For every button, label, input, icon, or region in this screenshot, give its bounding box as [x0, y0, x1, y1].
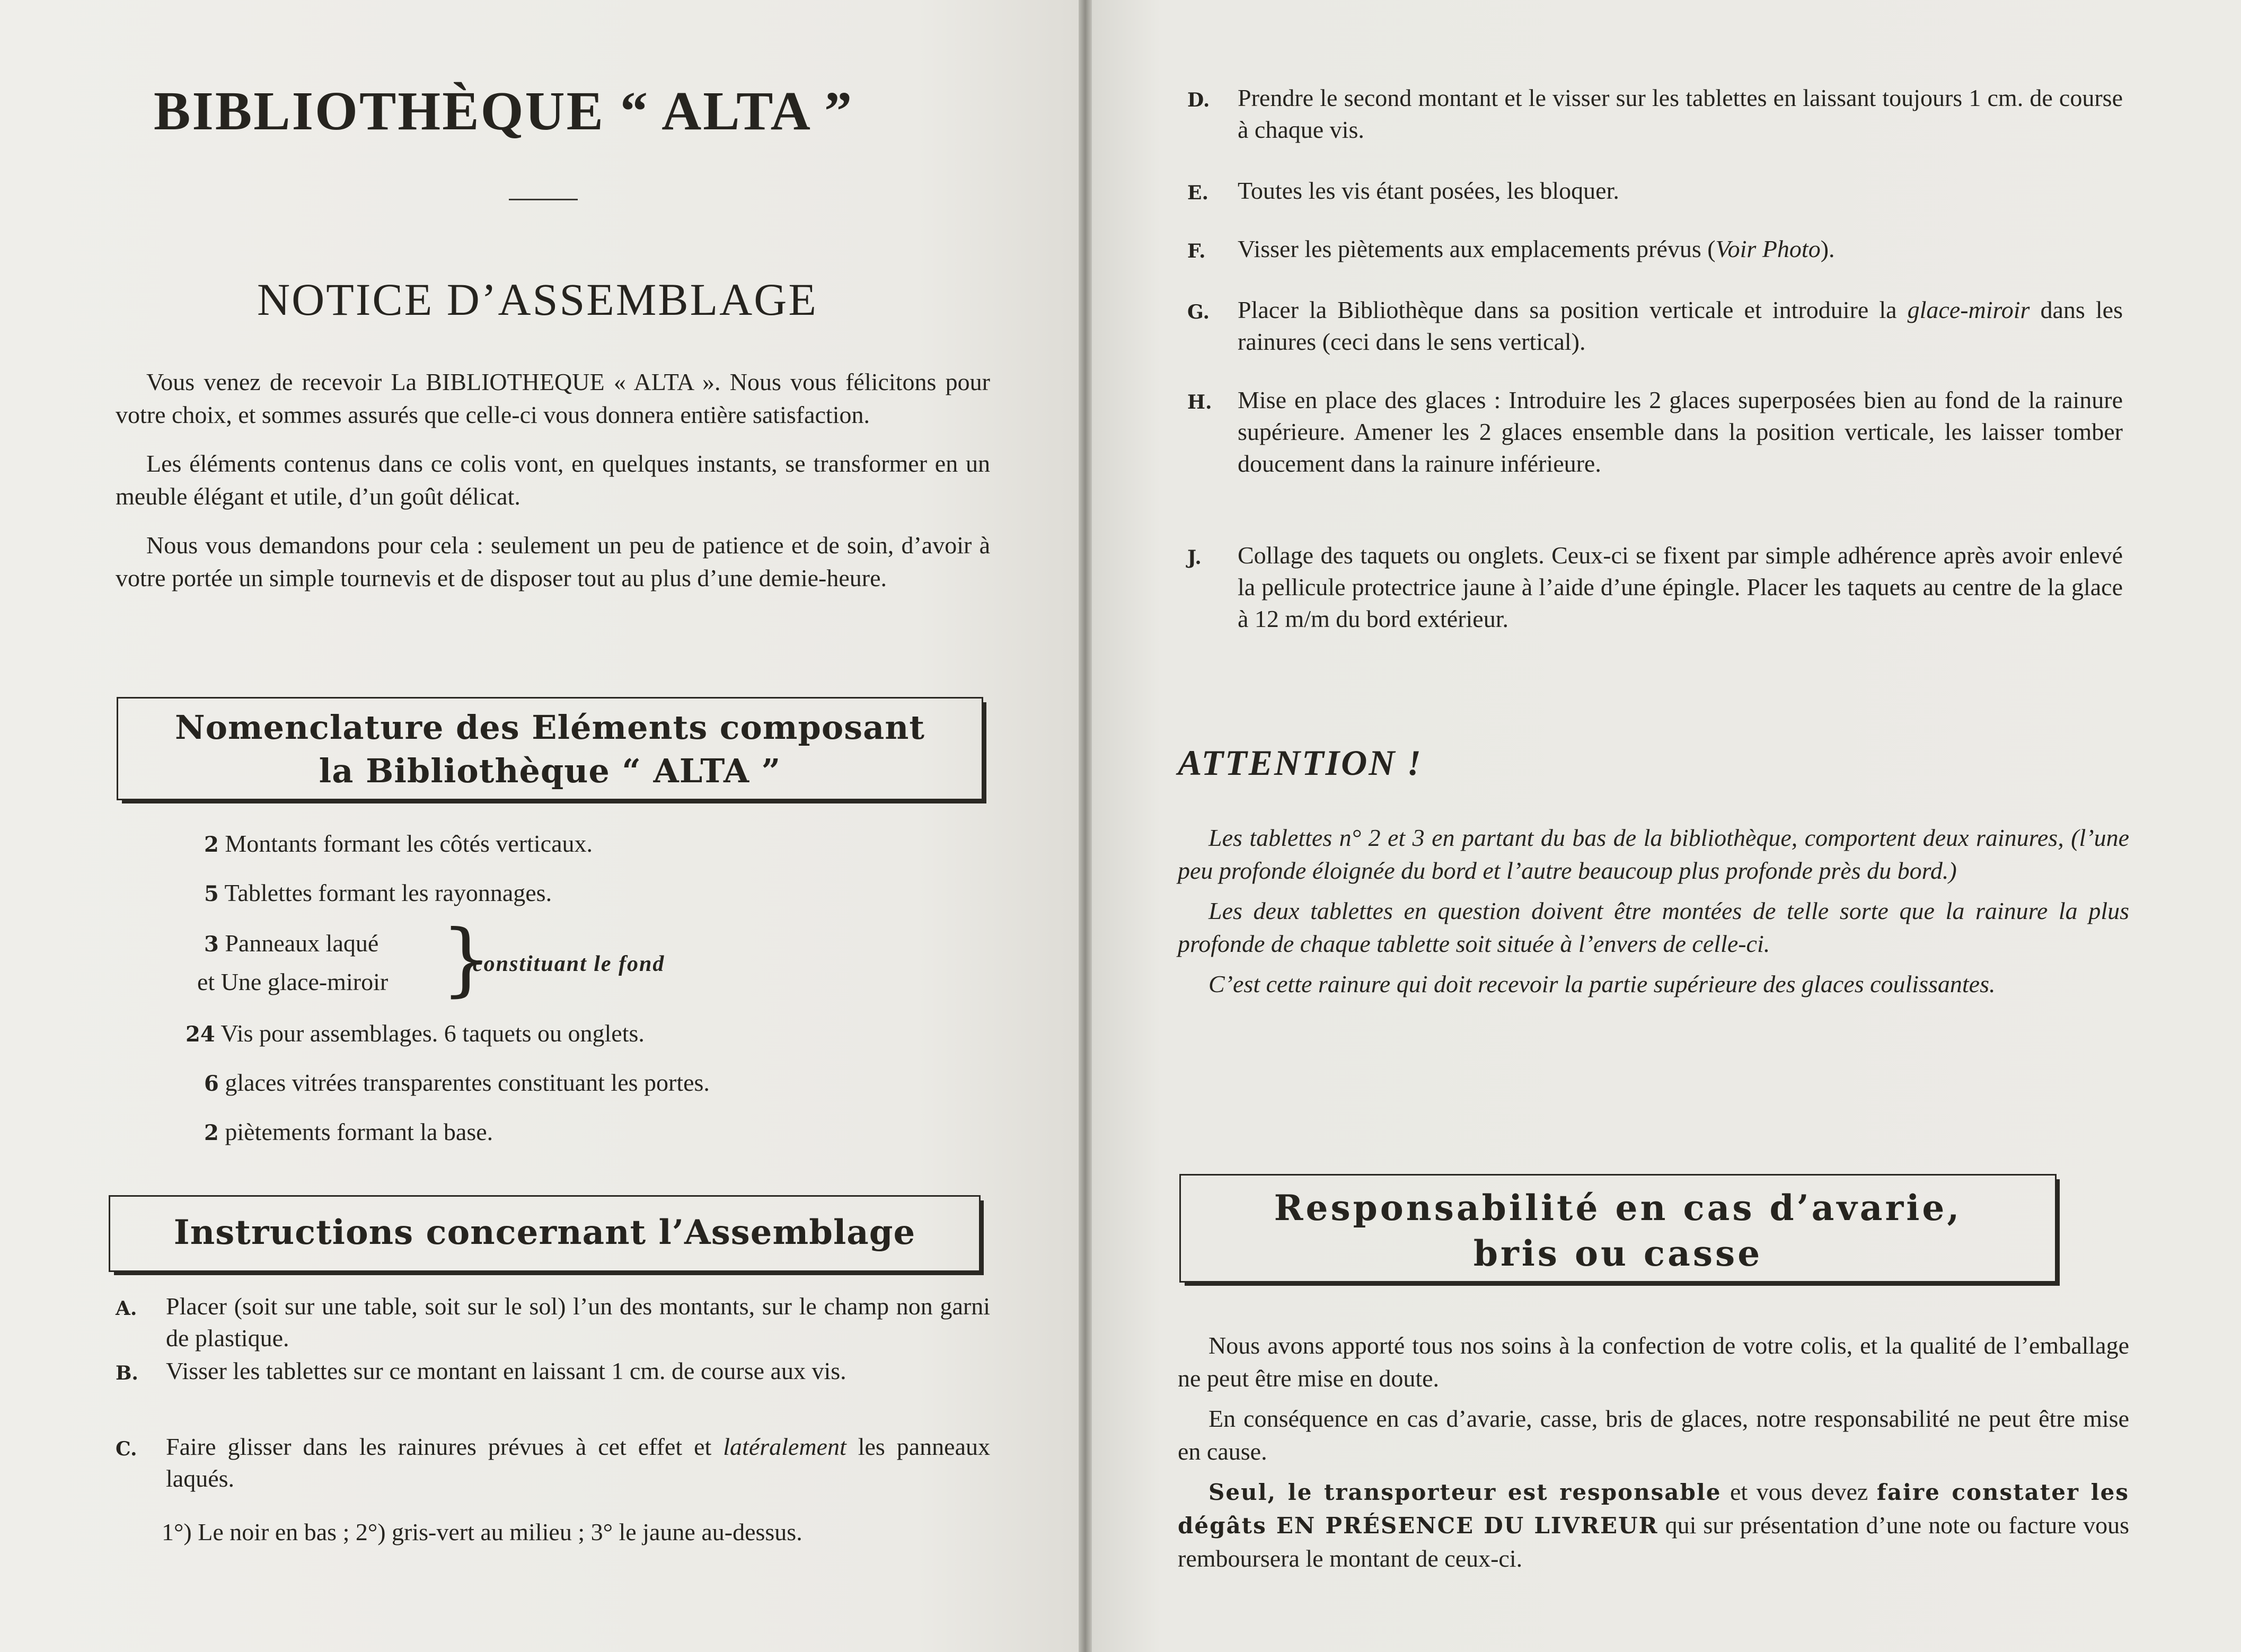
- list-item: 2 piètements formant la base.: [204, 1118, 493, 1145]
- intro-paragraph: Nous vous demandons pour cela : seulement un peu de patience et de soin, d’avoir à votre portée un simple tournevis et de disposer tout au plus d’une demie-heure.: [116, 532, 990, 591]
- responsabilite-paragraph: En conséquence en cas d’avarie, casse, bris de glaces, notre responsabilité ne peut être mise en cause.: [1178, 1405, 2129, 1465]
- left-page: [0, 0, 1079, 1652]
- document-subtitle: NOTICE D’ASSEMBLAGE: [257, 274, 818, 325]
- responsabilite-text: [1178, 1329, 2129, 1575]
- nomenclature-heading-box: [117, 697, 983, 800]
- instructions-heading: Instructions concernant l’Assemblage: [173, 1213, 916, 1252]
- brace-label: constituant le fond: [473, 952, 665, 976]
- title-divider: [509, 199, 578, 200]
- step-d: D. Prendre le second montant et le visser sur les tablettes en laissant toujours 1 cm. de course à chaque vis.: [1187, 84, 2123, 143]
- list-item: et Une glace-miroir: [197, 968, 389, 995]
- step-a: A. Placer (soit sur une table, soit sur le sol) l’un des montants, sur le champ non garni de plastique.: [116, 1293, 990, 1351]
- list-item: 3 Panneaux laqué: [204, 930, 379, 957]
- attention-heading: ATTENTION !: [1178, 743, 1423, 783]
- list-item: 24 Vis pour assemblages. 6 taquets ou onglets.: [186, 1020, 645, 1047]
- intro-text: [116, 366, 990, 595]
- step-h: H. Mise en place des glaces : Introduire les 2 glaces superposées bien au fond de la rainure supérieure. Amener les 2 glaces ensemble dans la position verticale, les laisser tomber doucement dans la rainure inférieure.: [1187, 386, 2123, 477]
- nomenclature-heading-line: Nomenclature des Eléments composant: [174, 708, 925, 747]
- step-e: E. Toutes les vis étant posées, les bloquer.: [1187, 177, 1619, 204]
- instructions-heading-box: [109, 1195, 981, 1272]
- step-j: J. Collage des taquets ou onglets. Ceux-ci se fixent par simple adhérence après avoir enlevé la pellicule protectrice jaune à l’aide d’une épingle. Placer les taquets au centre de la glace à 12 m/m du bord extérieur.: [1187, 542, 2123, 632]
- responsabilite-heading-line: bris ou casse: [1473, 1233, 1763, 1274]
- step-b: B. Visser les tablettes sur ce montant en laissant 1 cm. de course aux vis.: [116, 1357, 846, 1384]
- step-g: G. Placer la Bibliothèque dans sa position verticale et introduire la glace-miroir dans les rainures (ceci dans le sens vertical).: [1187, 296, 2123, 355]
- attention-paragraph: C’est cette rainure qui doit recevoir la partie supérieure des glaces coulissantes.: [1208, 970, 1996, 997]
- attention-paragraph: Les deux tablettes en question doivent être montées de telle sorte que la rainure la plus profonde de chaque tablette soit située à l’envers de celle-ci.: [1178, 897, 2129, 957]
- list-item: 5 Tablettes formant les rayonnages.: [204, 879, 552, 906]
- nomenclature-heading-line: la Bibliothèque “ ALTA ”: [319, 752, 781, 790]
- list-item: 6 glaces vitrées transparentes constituant les portes.: [204, 1069, 710, 1096]
- order-note: 1°) Le noir en bas ; 2°) gris-vert au milieu ; 3° le jaune au-dessus.: [162, 1518, 802, 1545]
- attention-text: [1178, 821, 2129, 1001]
- brace-glyph: }: [441, 913, 492, 1005]
- responsabilite-heading-line: Responsabilité en cas d’avarie,: [1274, 1187, 1962, 1229]
- step-c: C. Faire glisser dans les rainures prévues à cet effet et latéralement les panneaux laqués.: [116, 1433, 990, 1492]
- intro-paragraph: Les éléments contenus dans ce colis vont, en quelques instants, se transformer en un meuble élégant et utile, d’un goût délicat.: [116, 450, 990, 510]
- intro-paragraph: Vous venez de recevoir La BIBLIOTHEQUE « ALTA ». Nous vous félicitons pour votre choix, et sommes assurés que celle-ci vous donnera entière satisfaction.: [116, 368, 990, 428]
- responsabilite-heading-box: [1179, 1174, 2057, 1283]
- list-item: 2 Montants formant les côtés verticaux.: [204, 830, 593, 857]
- step-f: F. Visser les piètements aux emplacements prévus (Voir Photo).: [1187, 235, 1835, 262]
- responsabilite-paragraph: Nous avons apporté tous nos soins à la confection de votre colis, et la qualité de l’emballage ne peut être mise en doute.: [1178, 1332, 2129, 1392]
- right-page: [1092, 0, 2241, 1652]
- binding-fold: [1079, 0, 1092, 1652]
- responsabilite-final: Seul, le transporteur est responsable et vous devez faire constater les dégâts EN PRÉSENCE DU LIVREUR qui sur présentation d’une note ou facture vous remboursera le montant de ceux-ci.: [1178, 1478, 2129, 1572]
- attention-paragraph: Les tablettes n° 2 et 3 en partant du bas de la bibliothèque, comportent deux rainures, (l’une peu profonde éloignée du bord et l’autre beaucoup plus profonde près du bord.): [1178, 824, 2129, 884]
- document-title: BIBLIOTHÈQUE “ ALTA ”: [154, 81, 854, 142]
